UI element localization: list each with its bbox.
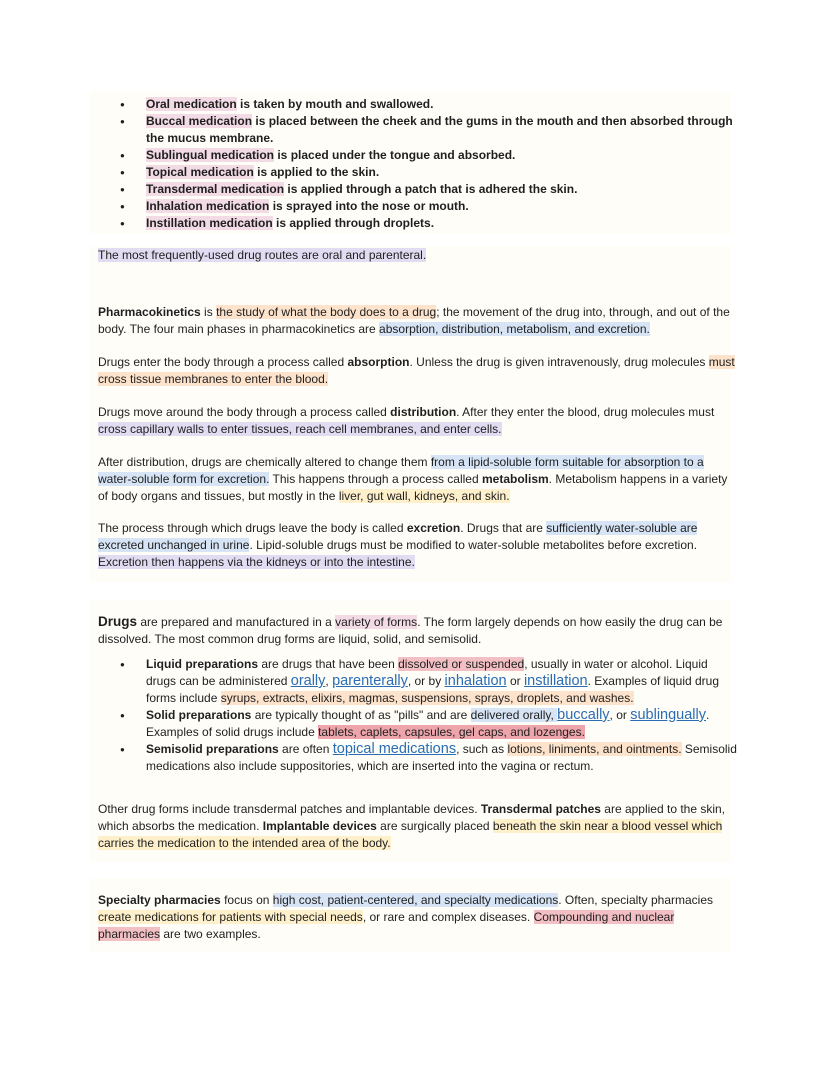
list-item-liquid: ● Liquid preparations are drugs that have been dissolved or suspended, usually in water or alcohol. Liquid drugs can be administered orally, parenterally, or by inhalation or instillation. Examples of liquid drug forms include syrups, extracts, elixirs, magmas, suspensions, sprays, droplets, and washes. — [98, 656, 738, 707]
pharmacokinetics-definition: Pharmacokinetics is the study of what the body does to a drug; the movement of the drug into, through, and out of the body. The four main phases in pharmacokinetics are absorption, distribution, metabolism, and excretion. — [98, 305, 730, 336]
routes-summary: The most frequently-used drug routes are oral and parenteral. — [98, 248, 427, 262]
list-item: ● Transdermal medication is applied through a patch that is adhered the skin. — [98, 181, 738, 198]
link-orally[interactable]: orally — [290, 673, 326, 689]
distribution-paragraph: Drugs move around the body through a process called distribution. After they enter the blood, drug molecules must cross capillary walls to enter tissues, reach cell membranes, and enter cells. — [98, 405, 715, 436]
link-topical-medications[interactable]: topical medications — [332, 741, 457, 757]
list-item: ● Buccal medication is placed between the cheek and the gums in the mouth and then absorbed through the mucus membrane. — [98, 113, 738, 147]
list-item: ● Instillation medication is applied through droplets. — [98, 215, 738, 232]
specialty-pharmacies: Specialty pharmacies focus on high cost, patient-centered, and specialty medications. Often, specialty pharmacies create medications for patients with special needs, or rare and complex diseases. Compounding and nuclear pharmacies are two examples. — [98, 893, 713, 941]
excretion-paragraph: The process through which drugs leave the body is called excretion. Drugs that are sufficiently water-soluble are excreted unchanged in urine. Lipid-soluble drugs must be modified to water-soluble metabolites before excretion. Excretion then happens via the kidneys or into the intestine. — [98, 521, 698, 569]
link-instillation[interactable]: instillation — [523, 673, 588, 689]
route-term: Instillation medication — [146, 216, 273, 230]
link-inhalation[interactable]: inhalation — [444, 673, 507, 689]
route-term: Buccal medication — [146, 114, 253, 128]
list-item: ● Oral medication is taken by mouth and swallowed. — [98, 96, 738, 113]
link-sublingually[interactable]: sublingually — [630, 707, 706, 723]
medication-routes-list — [98, 96, 738, 232]
list-item-semisolid: ● Semisolid preparations are often topical medications, such as lotions, liniments, and ointments. Semisolid medications also include suppositories, which are inserted into the vagina or rectum. — [98, 741, 738, 775]
route-term: Oral medication — [146, 97, 237, 111]
link-buccally[interactable]: buccally — [557, 707, 610, 723]
list-item: ● Sublingual medication is placed under the tongue and absorbed. — [98, 147, 738, 164]
list-item-solid: ● Solid preparations are typically thought of as "pills" and are delivered orally, buccally, or sublingually. Examples of solid drugs include tablets, caplets, capsules, gel caps, and lozenges. — [98, 707, 738, 741]
list-item: ● Inhalation medication is sprayed into the nose or mouth. — [98, 198, 738, 215]
route-term: Transdermal medication — [146, 182, 285, 196]
route-term: Sublingual medication — [146, 148, 275, 162]
drug-forms-intro: Drugs are prepared and manufactured in a variety of forms. The form largely depends on how easily the drug can be dissolved. The most common drug forms are liquid, solid, and semisolid. — [98, 614, 723, 646]
list-item: ● Topical medication is applied to the skin. — [98, 164, 738, 181]
absorption-paragraph: Drugs enter the body through a process called absorption. Unless the drug is given intravenously, drug molecules must cross tissue membranes to enter the blood. — [98, 355, 735, 386]
other-drug-forms: Other drug forms include transdermal patches and implantable devices. Transdermal patches are applied to the skin, which absorbs the medication. Implantable devices are surgically placed beneath the skin near a blood vessel which carries the medication to the intended area of the body. — [98, 802, 726, 850]
drug-forms-list — [98, 656, 738, 775]
route-term: Topical medication — [146, 165, 254, 179]
route-term: Inhalation medication — [146, 199, 270, 213]
metabolism-paragraph: After distribution, drugs are chemically altered to change them from a lipid-soluble form suitable for absorption to a water-soluble form for excretion. This happens through a process called metabolism. Metabolism happens in a variety of body organs and tissues, but mostly in the liver, gut wall, kidneys, and skin. — [98, 455, 728, 503]
link-parenterally[interactable]: parenterally — [332, 673, 408, 689]
